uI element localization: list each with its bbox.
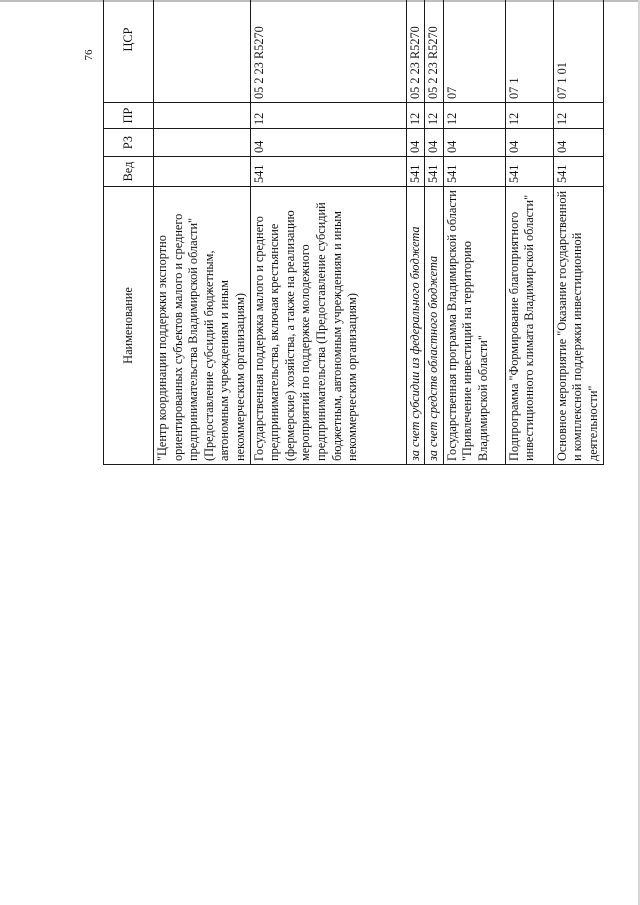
header-pr: ПР <box>104 103 154 129</box>
cell-pr: 12 <box>406 103 425 129</box>
cell-ved: 541 <box>553 157 603 187</box>
table-row <box>505 0 553 465</box>
cell-ved: 541 <box>250 157 406 187</box>
cell-rz <box>154 129 251 157</box>
cell-rz: 04 <box>553 129 603 157</box>
cell-ved: 541 <box>443 157 505 187</box>
cell-rz: 04 <box>250 129 406 157</box>
table-row <box>406 0 425 465</box>
cell-name: за счет средств областного бюджета <box>425 187 444 465</box>
cell-pr: 12 <box>425 103 444 129</box>
cell-pr: 12 <box>443 103 505 129</box>
table-row <box>425 0 444 465</box>
table-row <box>250 0 406 465</box>
cell-pr: 12 <box>505 103 553 129</box>
cell-rz: 04 <box>425 129 444 157</box>
cell-rz: 04 <box>406 129 425 157</box>
cell-csr: 07 1 <box>505 0 553 103</box>
cell-ved: 541 <box>406 157 425 187</box>
cell-pr: 12 <box>250 103 406 129</box>
cell-ved <box>154 157 251 187</box>
cell-csr: 07 <box>443 0 505 103</box>
cell-ved: 541 <box>425 157 444 187</box>
cell-csr: 05 2 23 R5270 <box>406 0 425 103</box>
cell-rz: 04 <box>443 129 505 157</box>
cell-name: Государственная поддержка малого и среднего предпринимательства, включая крестьянские (фермерские) хозяйства, а также на реализацию мероприятий по поддержке молодежного предпринимательства (Предоставление субсидий бюджетным, автономным учреждениям и иным некоммерческим организациям) <box>250 187 406 465</box>
rotated-page <box>83 0 600 465</box>
header-rz: РЗ <box>104 129 154 157</box>
budget-table <box>103 0 604 465</box>
page-number: 76 <box>83 49 95 61</box>
header-name: Наименование <box>104 187 154 465</box>
cell-csr: 05 2 23 R5270 <box>250 0 406 103</box>
header-csr: ЦСР <box>104 0 154 103</box>
cell-pr <box>154 103 251 129</box>
table-row <box>443 0 505 465</box>
cell-rz: 04 <box>505 129 553 157</box>
cell-csr: 05 2 23 R5270 <box>425 0 444 103</box>
cell-csr: 07 1 01 <box>553 0 603 103</box>
cell-name: Государственная программа Владимирской области "Привлечение инвестиций на территорию Владимирской области" <box>443 187 505 465</box>
cell-name: Основное мероприятие "Оказание государственной и комплексной поддержки инвестиционной деятельности" <box>553 187 603 465</box>
table-row <box>553 0 603 465</box>
cell-name: за счет субсидии из федерального бюджета <box>406 187 425 465</box>
cell-pr: 12 <box>553 103 603 129</box>
cell-name: "Центр координации поддержки экспортно ориентированных субъектов малого и среднего предпринимательства Владимирской области" (Предоставление субсидий бюджетным, автономным учреждениям и иным некоммерческим организациям) <box>154 187 251 465</box>
table-row <box>154 0 251 465</box>
header-ved: Вед <box>104 157 154 187</box>
cell-ved: 541 <box>505 157 553 187</box>
cell-csr <box>154 0 251 103</box>
cell-name: Подпрограмма "Формирование благоприятного инвестиционного климата Владимирской области" <box>505 187 553 465</box>
